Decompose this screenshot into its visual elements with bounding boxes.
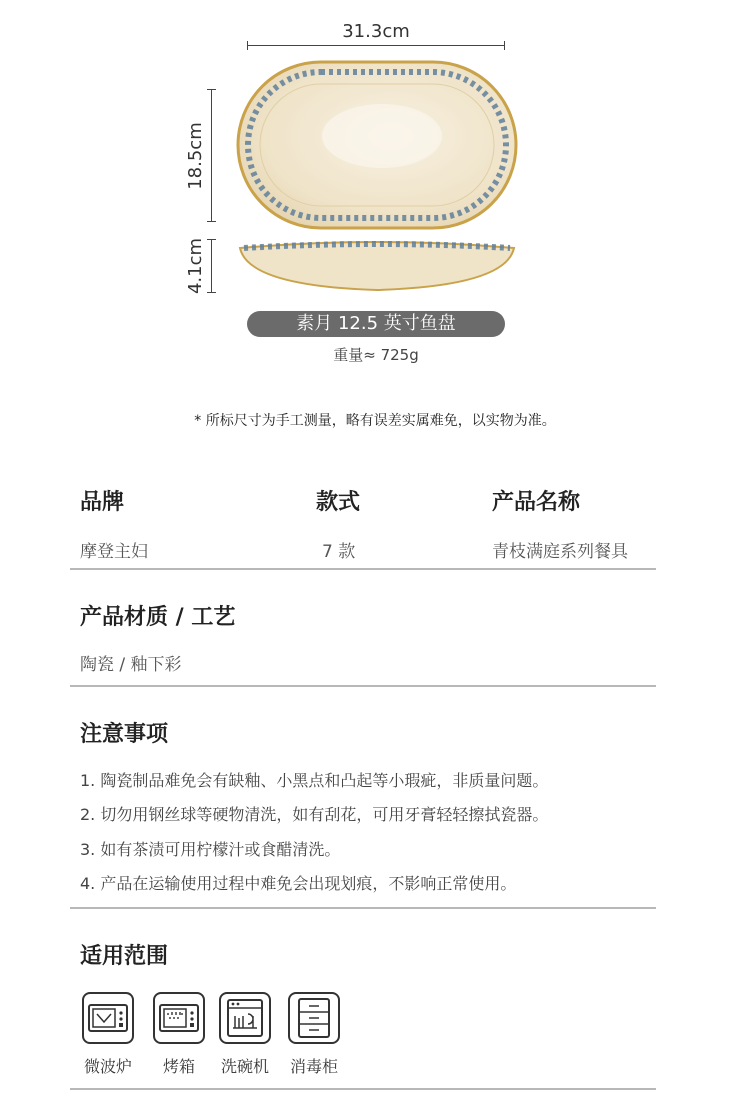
measurement-note: * 所标尺寸为手工测量，略有误差实属难免，以实物为准。 xyxy=(194,413,556,429)
depth-dimension-line xyxy=(211,239,212,293)
style-header: 款式 xyxy=(316,490,361,515)
plate-top-view-image xyxy=(232,56,522,236)
plate-side-view-image xyxy=(236,238,518,294)
divider xyxy=(70,685,656,687)
usage-title: 适用范围 xyxy=(80,944,169,969)
divider xyxy=(70,1088,656,1090)
dishwasher-icon xyxy=(219,992,271,1044)
notice-item: 2. 切勿用钢丝球等硬物清洗，如有刮花，可用牙膏轻轻擦拭瓷器。 xyxy=(80,805,549,824)
sterilizer-cabinet-icon xyxy=(288,992,340,1044)
usage-item-dishwasher xyxy=(217,992,273,1077)
notice-item: 1. 陶瓷制品难免会有缺釉、小黑点和凸起等小瑕疵，非质量问题。 xyxy=(80,771,549,790)
notice-item: 4. 产品在运输使用过程中难免会出现划痕，不影响正常使用。 xyxy=(80,874,517,893)
style-value: 7 款 xyxy=(322,542,356,562)
width-label: 31.3cm xyxy=(342,21,410,42)
oven-icon xyxy=(153,992,205,1044)
usage-item-oven xyxy=(151,992,207,1077)
width-dimension-line xyxy=(247,45,505,46)
product-name-header: 产品名称 xyxy=(492,490,581,515)
divider xyxy=(70,907,656,909)
brand-value: 摩登主妇 xyxy=(80,542,148,562)
material-title: 产品材质 / 工艺 xyxy=(80,605,236,630)
product-name-value: 青枝满庭系列餐具 xyxy=(492,542,628,562)
usage-item-microwave xyxy=(80,992,136,1077)
divider xyxy=(70,568,656,570)
microwave-icon xyxy=(82,992,134,1044)
usage-label: 微波炉 xyxy=(83,1057,132,1076)
usage-label: 消毒柜 xyxy=(289,1057,338,1076)
height-label: 18.5cm xyxy=(185,122,206,190)
depth-label: 4.1cm xyxy=(185,237,206,295)
brand-header: 品牌 xyxy=(80,490,125,515)
product-weight: 重量≈ 725g xyxy=(333,346,419,364)
material-value: 陶瓷 / 釉下彩 xyxy=(80,655,182,675)
height-dimension-line xyxy=(211,89,212,222)
usage-item-sterilizer xyxy=(286,992,342,1077)
notices-title: 注意事项 xyxy=(80,722,169,747)
usage-label: 洗碗机 xyxy=(220,1057,269,1076)
notice-item: 3. 如有茶渍可用柠檬汁或食醋清洗。 xyxy=(80,840,341,859)
usage-label: 烤箱 xyxy=(162,1057,195,1076)
product-name-badge: 素月 12.5 英寸鱼盘 xyxy=(247,311,505,337)
